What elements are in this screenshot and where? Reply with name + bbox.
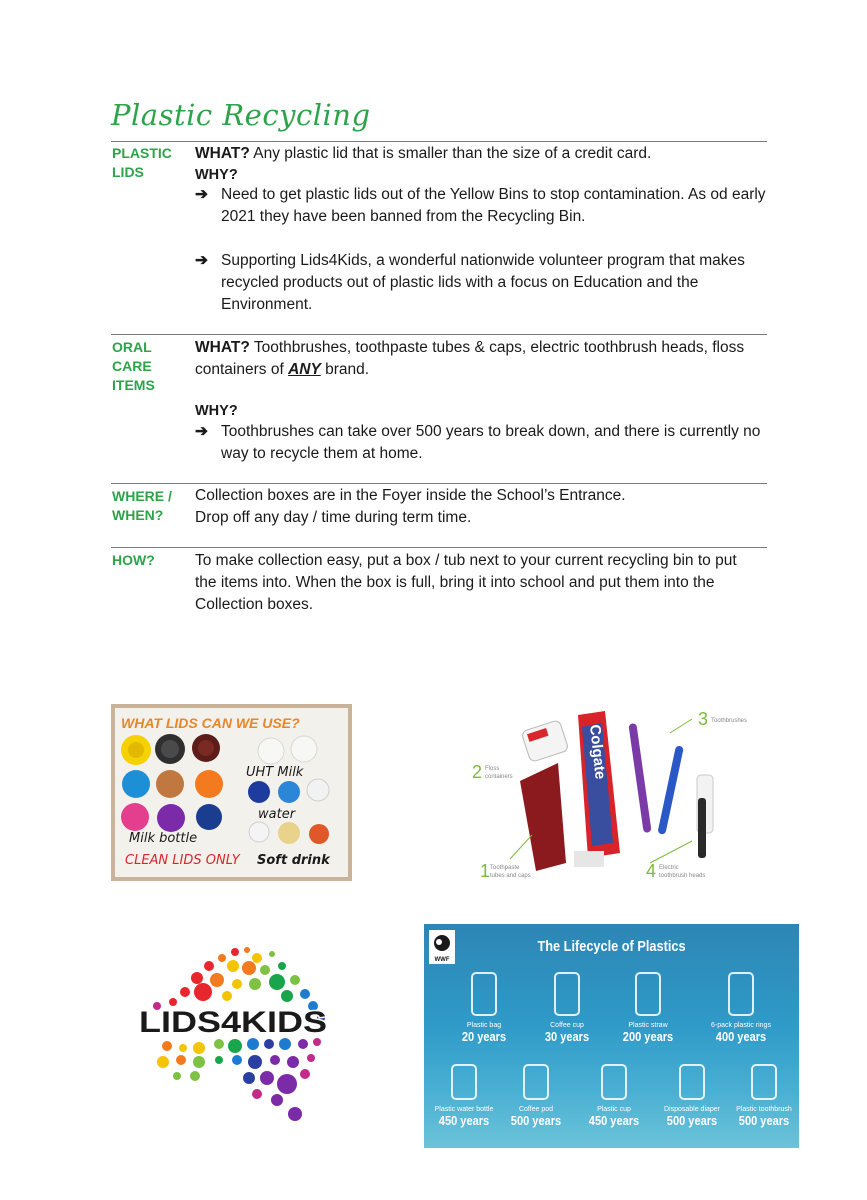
logo-dot	[193, 1042, 205, 1054]
oral-n3: 3	[698, 709, 709, 729]
plastic-item-icon	[523, 1064, 549, 1100]
lids4kids-logo	[137, 944, 332, 1124]
wwf-item	[724, 1064, 799, 1128]
oral-l4a: Electric	[659, 865, 679, 871]
oral-l4b: toothbrush heads	[659, 873, 706, 879]
logo-dot	[270, 1055, 280, 1065]
oral-brand: Colgate	[586, 723, 609, 781]
logo-dot	[242, 961, 256, 975]
panda-icon	[429, 930, 455, 964]
section-divider	[111, 547, 767, 548]
wwf-item	[424, 1064, 504, 1128]
logo-dot	[249, 978, 261, 990]
what-text: Any plastic lid that is smaller than the size of a credit card.	[253, 145, 652, 162]
any-emphasis: ANY	[288, 361, 321, 378]
logo-dot	[290, 975, 300, 985]
lids-heading: WHAT LIDS CAN WE USE?	[121, 715, 300, 731]
lids-milk: Milk bottle	[129, 831, 198, 846]
section-label-how: HOW?	[112, 552, 155, 568]
label-line: ITEMS	[112, 377, 155, 393]
logo-dot	[210, 973, 224, 987]
wwf-item	[701, 972, 781, 1044]
logo-dot	[176, 1055, 186, 1065]
logo-dot	[243, 1072, 255, 1084]
logo-dot	[232, 979, 242, 989]
plastic-item-icon	[751, 1064, 777, 1100]
logo-dot	[271, 1094, 283, 1106]
page-title: Plastic Recycling	[111, 98, 371, 132]
lids-clean: CLEAN LIDS ONLY	[125, 853, 240, 868]
wwf-badge-text: WWF	[434, 957, 450, 963]
section-divider	[111, 483, 767, 484]
lids-what	[195, 143, 765, 165]
lids-soft: Soft drink	[257, 853, 330, 868]
oral-why-label: WHY?	[195, 403, 238, 419]
logo-dot	[300, 1069, 310, 1079]
logo-dot	[194, 983, 212, 1001]
logo-dot	[300, 989, 310, 999]
wwf-item-years: 450 years	[438, 1113, 490, 1128]
wwf-item-name: Plastic water bottle	[434, 1106, 494, 1113]
wwf-item-name: Plastic bag	[466, 1022, 502, 1029]
logo-dot	[231, 948, 239, 956]
logo-dot	[222, 991, 232, 1001]
where-line-1: Collection boxes are in the Foyer inside the School’s Entrance.	[195, 487, 626, 504]
wwf-badge	[429, 930, 455, 964]
oral-l2b: containers	[485, 774, 513, 780]
wwf-item-name: Coffee pod	[518, 1106, 554, 1113]
arrow-right-icon: ➔	[195, 186, 208, 203]
wwf-item-name: Plastic straw	[628, 1022, 668, 1029]
what-text: brand.	[325, 361, 370, 378]
logo-dot	[180, 987, 190, 997]
lids-why-label: WHY?	[195, 167, 238, 183]
logo-dot	[248, 1055, 262, 1069]
lids-bullet-2	[195, 250, 767, 316]
oral-what	[195, 337, 760, 381]
logo-dot	[279, 1038, 291, 1050]
section-label-lids	[112, 144, 172, 182]
logo-dot	[227, 960, 239, 972]
plastic-item-icon	[679, 1064, 705, 1100]
plastic-item-icon	[471, 972, 497, 1016]
logo-dot	[287, 1056, 299, 1068]
wwf-item-years: 400 years	[715, 1029, 767, 1044]
oral-bullet-1	[195, 421, 767, 465]
oral-care-art	[470, 703, 760, 883]
logo-dot	[269, 974, 285, 990]
logo-dot	[232, 1055, 242, 1065]
oral-n2: 2	[472, 762, 483, 782]
logo-dot	[252, 1089, 262, 1099]
wwf-item-name: Coffee cup	[550, 1022, 584, 1029]
section-divider	[111, 141, 767, 142]
wwf-title: The Lifecycle of Plastics	[537, 938, 686, 955]
wwf-item-years: 20 years	[461, 1029, 507, 1044]
what-label: WHAT?	[195, 339, 250, 356]
oral-care-diagram	[470, 703, 760, 883]
wwf-item	[496, 1064, 576, 1128]
logo-dot	[264, 1039, 274, 1049]
plastic-item-icon	[635, 972, 661, 1016]
lids-uht: UHT Milk	[246, 765, 304, 780]
where-line-2: Drop off any day / time during term time.	[195, 509, 472, 526]
what-text: Toothbrushes, toothpaste tubes & caps, electric toothbrush heads, floss containers of	[195, 339, 745, 378]
how-text: To make collection easy, put a box / tub next to your current recycling bin to put the items into. When the box is full, bring it into school and put them into the Collection boxes.	[195, 552, 737, 613]
logo-dot	[278, 962, 286, 970]
lids-photo-art	[111, 704, 352, 881]
arrow-right-icon: ➔	[195, 423, 208, 440]
lids-bullet-1	[195, 184, 767, 228]
logo-dot	[252, 953, 262, 963]
logo-text: LIDS4KIDS	[139, 1006, 327, 1039]
label-line: CARE	[112, 358, 152, 374]
logo-dot	[162, 1041, 172, 1051]
oral-l1b: tubes and caps	[490, 873, 531, 879]
logo-dot	[244, 947, 250, 953]
logo-dot	[313, 1038, 321, 1046]
logo-dot	[157, 1056, 169, 1068]
label-line: WHERE /	[112, 488, 172, 504]
logo-dot	[190, 1071, 200, 1081]
logo-dot	[288, 1107, 302, 1121]
section-divider	[111, 334, 767, 335]
wwf-item	[527, 972, 607, 1044]
logo-dot	[215, 1056, 223, 1064]
plastic-item-icon	[451, 1064, 477, 1100]
logo-dot	[191, 972, 203, 984]
wwf-item-name: 6-pack plastic rings	[711, 1022, 771, 1029]
label-line: WHEN?	[112, 507, 164, 523]
oral-n1: 1	[480, 861, 491, 881]
logo-dot	[179, 1044, 187, 1052]
wwf-item	[574, 1064, 654, 1128]
logo-dot	[204, 961, 214, 971]
bullet-text: Need to get plastic lids out of the Yellow Bins to stop contamination. As od early 2021 they have been banned from the Recycling Bin.	[221, 186, 766, 225]
wwf-item-name: Plastic toothbrush	[736, 1106, 792, 1113]
lids-photo	[111, 704, 352, 881]
logo-dot	[269, 951, 275, 957]
wwf-item-name: Plastic cup	[597, 1106, 631, 1113]
oral-l3: Toothbrushes	[711, 718, 748, 724]
wwf-item-years: 30 years	[544, 1029, 590, 1044]
wwf-item	[444, 972, 524, 1044]
section-label-oral	[112, 338, 155, 395]
bullet-text: Toothbrushes can take over 500 years to break down, and there is currently no way to recycle them at home.	[221, 423, 761, 462]
logo-dot	[228, 1039, 242, 1053]
wwf-item	[608, 972, 688, 1044]
label-line: LIDS	[112, 164, 144, 180]
lids4kids-logo-art	[137, 944, 332, 1124]
what-label: WHAT?	[195, 145, 250, 162]
wwf-item-years: 450 years	[588, 1113, 640, 1128]
plastic-item-icon	[728, 972, 754, 1016]
logo-dot	[173, 1072, 181, 1080]
oral-l1a: Toothpaste	[490, 865, 520, 871]
oral-l2a: Floss	[485, 766, 500, 772]
oral-n4: 4	[646, 861, 657, 881]
lids-water: water	[258, 807, 296, 822]
wwf-item-years: 500 years	[666, 1113, 718, 1128]
label-line: ORAL	[112, 339, 152, 355]
plastic-item-icon	[554, 972, 580, 1016]
section-label-where	[112, 487, 172, 525]
logo-dot	[247, 1038, 259, 1050]
arrow-right-icon: ➔	[195, 252, 208, 269]
wwf-infographic	[424, 924, 799, 1148]
plastic-item-icon	[601, 1064, 627, 1100]
wwf-item-years: 200 years	[622, 1029, 674, 1044]
logo-dot	[260, 1071, 274, 1085]
label-line: PLASTIC	[112, 145, 172, 161]
wwf-item	[652, 1064, 732, 1128]
logo-dot	[218, 954, 226, 962]
wwf-item-years: 500 years	[510, 1113, 562, 1128]
logo-dot	[169, 998, 177, 1006]
logo-dot	[281, 990, 293, 1002]
logo-dot	[214, 1039, 224, 1049]
logo-dot	[277, 1074, 297, 1094]
wwf-item-name: Disposable diaper	[663, 1106, 721, 1113]
logo-dot	[260, 965, 270, 975]
logo-dot	[298, 1039, 308, 1049]
logo-dot	[307, 1054, 315, 1062]
wwf-item-years: 500 years	[738, 1113, 790, 1128]
bullet-text: Supporting Lids4Kids, a wonderful nationwide volunteer program that makes recycled products out of plastic lids with a focus on Education and the Environment.	[221, 252, 745, 313]
logo-dot	[193, 1056, 205, 1068]
